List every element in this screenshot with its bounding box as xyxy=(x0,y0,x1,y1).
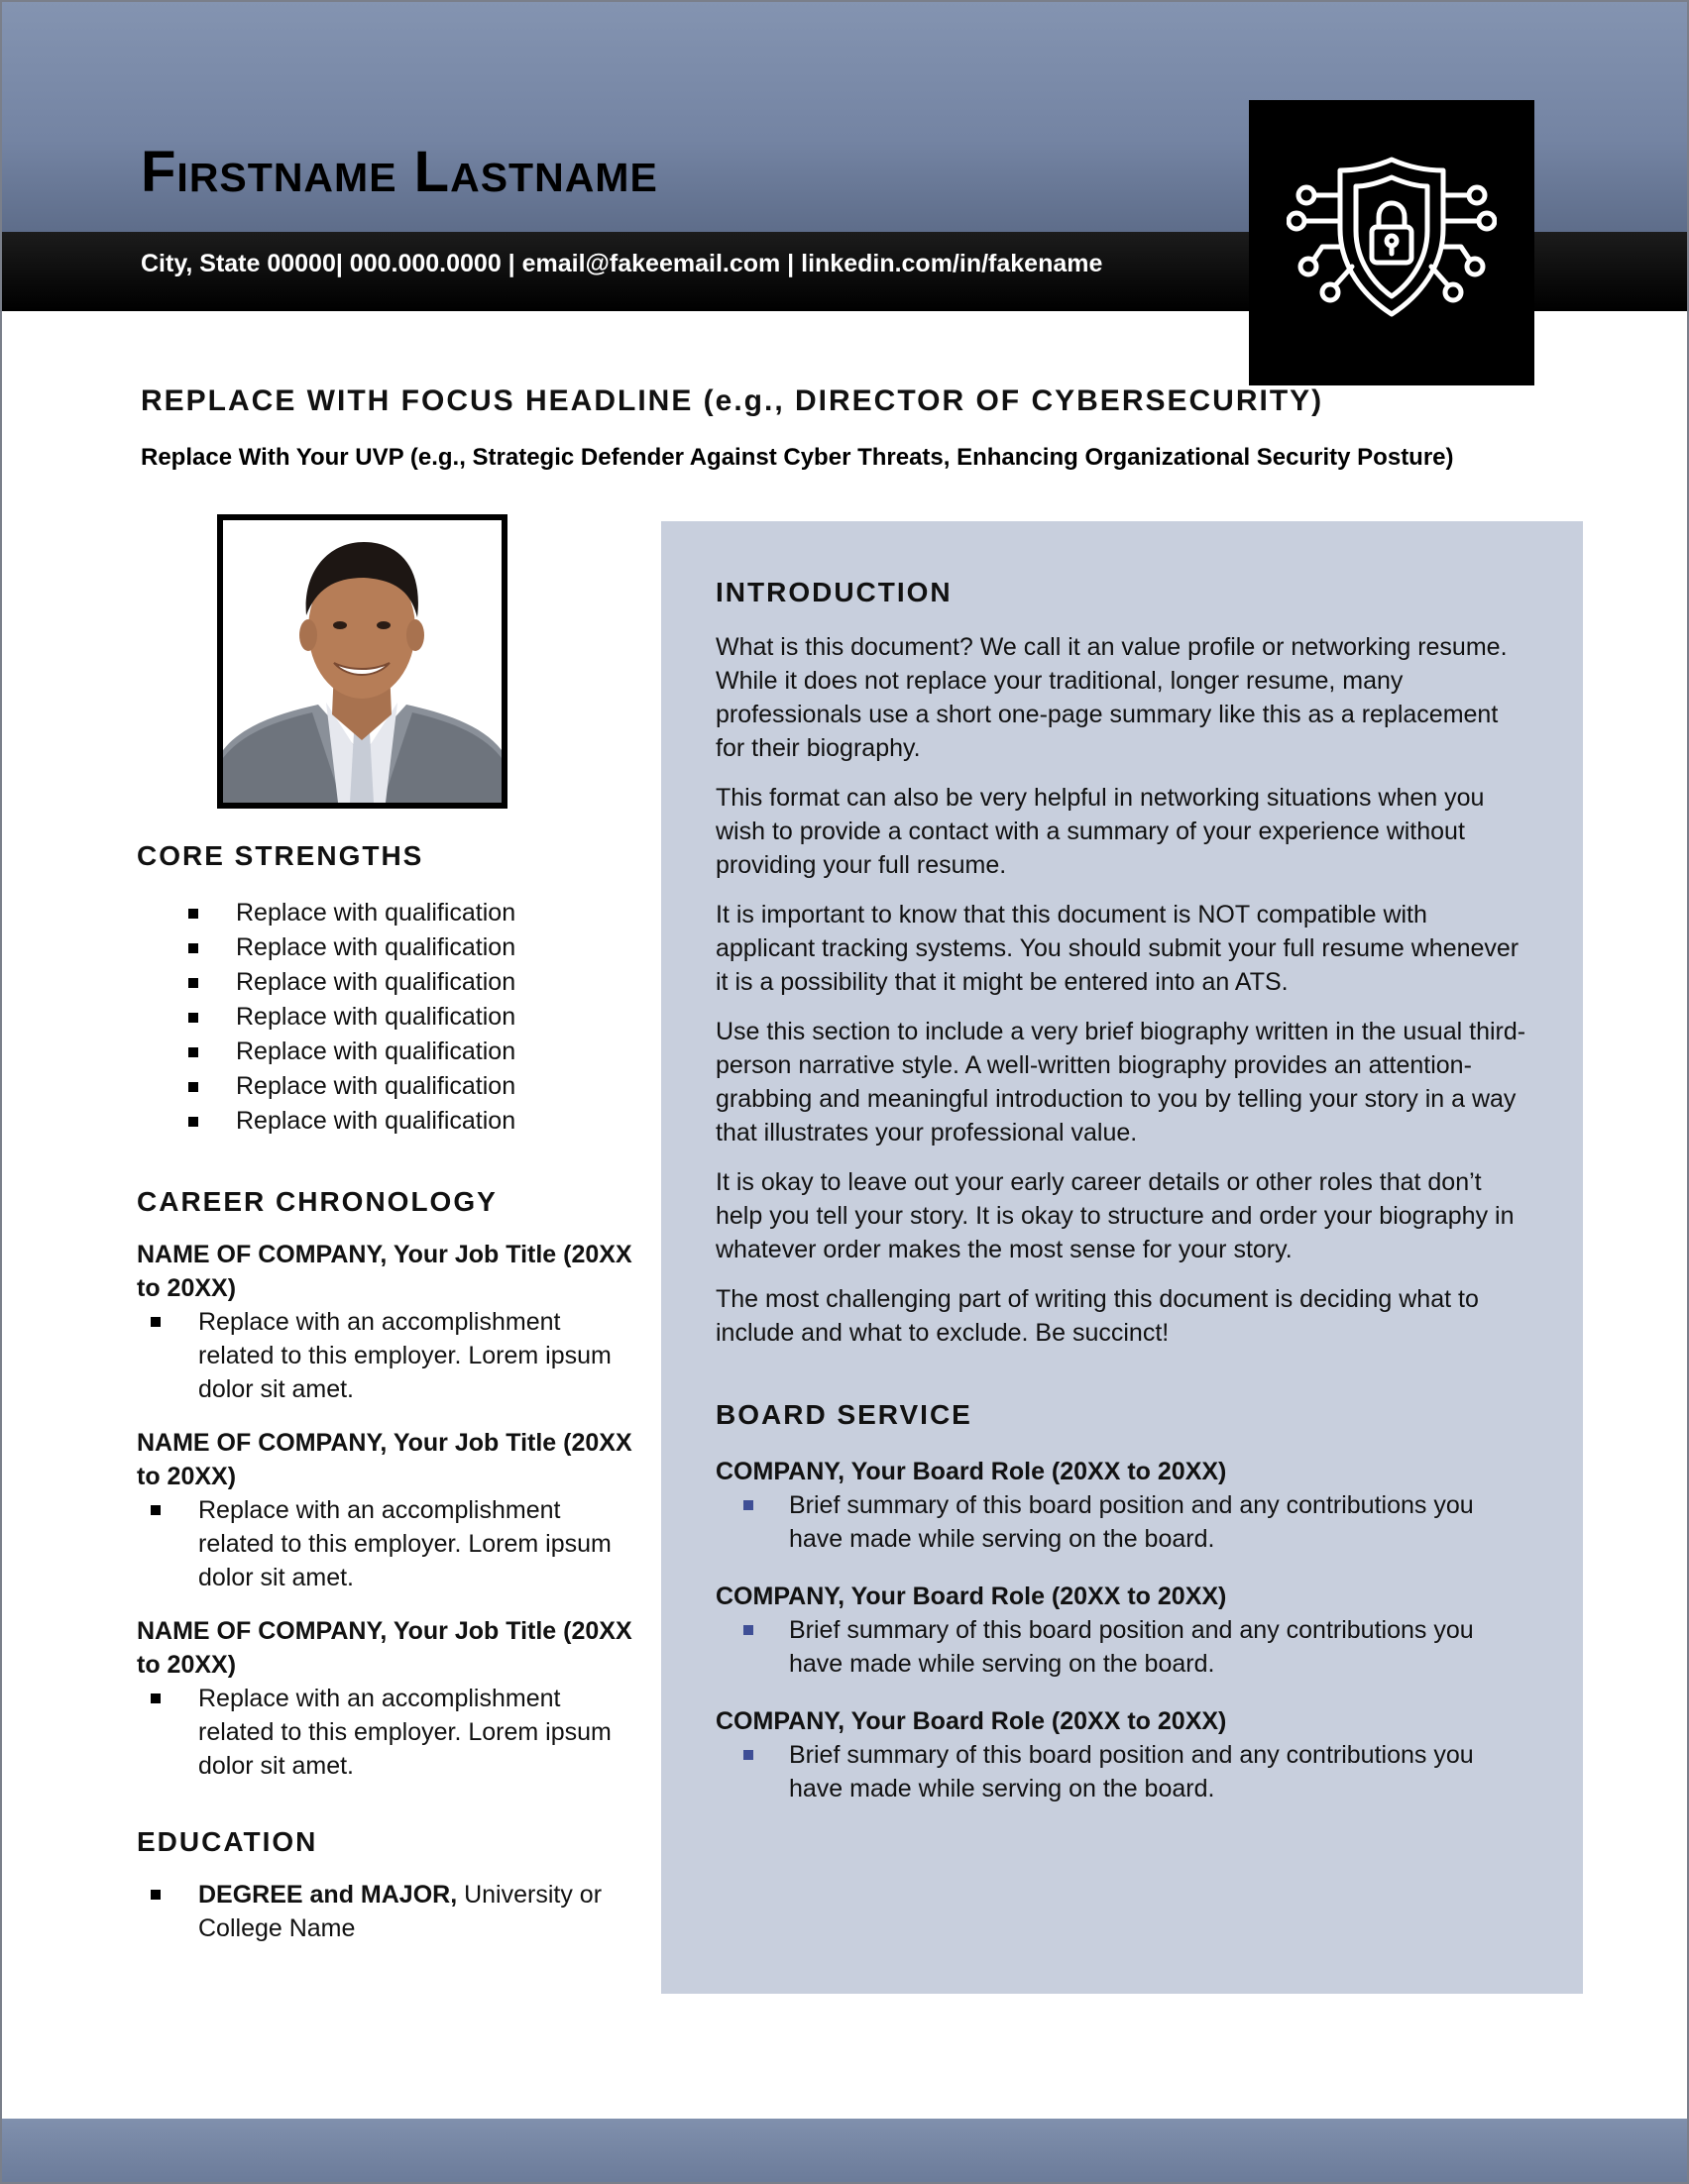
accomplishment: Replace with an accomplishment related to this employer. Lorem ipsum dolor sit amet. xyxy=(151,1493,632,1594)
candidate-name: Firstname Lastname xyxy=(141,140,658,204)
shield-lock-circuit-icon xyxy=(1287,138,1497,348)
intro-paragraph: Use this section to include a very brief biography written in the usual third-person narrative style. A well-written biography provides an attention-grabbing and meaningful introduction to you by telling your story in a way that illustrates your professional value. xyxy=(716,1018,1526,1147)
education-item xyxy=(151,1878,632,1945)
list-item: Replace with qualification xyxy=(188,1035,632,1069)
job-title: Your Job Title (20XX to 20XX) xyxy=(137,1241,632,1302)
intro-paragraph: What is this document? We call it an value profile or networking resume. While it does not replace your traditional, longer resume, many professionals use a short one-page summary like this as a replacement for their biography. xyxy=(716,633,1508,762)
board-summary: Brief summary of this board position and any contributions you have made while serving on the board. xyxy=(743,1488,1528,1556)
right-panel xyxy=(661,521,1583,1994)
job-entry xyxy=(137,1614,632,1783)
footer-band xyxy=(0,2119,1689,2184)
board-summary: Brief summary of this board position and any contributions you have made while serving on the board. xyxy=(743,1738,1528,1805)
education-section xyxy=(137,1826,632,1945)
intro-paragraph: It is important to know that this document is NOT compatible with applicant tracking systems. You should submit your full resume whenever it is a possibility that it might be entered into an ATS. xyxy=(716,901,1520,996)
job-heading xyxy=(137,1238,632,1305)
intro-paragraph: The most challenging part of writing this document is deciding what to include and what to exclude. Be succinct! xyxy=(716,1285,1479,1347)
job-title: Your Job Title (20XX to 20XX) xyxy=(137,1429,632,1490)
intro-paragraph: This format can also be very helpful in networking situations when you wish to provide a contact with a summary of your experience without providing your full resume. xyxy=(716,784,1485,879)
list-item: Replace with qualification xyxy=(188,930,632,965)
list-item: Replace with qualification xyxy=(188,896,632,930)
person-portrait-icon xyxy=(223,520,502,803)
core-strengths-title: CORE STRENGTHS xyxy=(137,840,424,871)
introduction-title: INTRODUCTION xyxy=(716,577,953,607)
introduction-section xyxy=(716,577,1528,1350)
uvp-statement: Replace With Your UVP (e.g., Strategic Defender Against Cyber Threats, Enhancing Organizational Security Posture) xyxy=(141,444,1454,471)
board-summary: Brief summary of this board position and any contributions you have made while serving on the board. xyxy=(743,1613,1528,1681)
career-chronology-title: CAREER CHRONOLOGY xyxy=(137,1186,498,1217)
board-service-title: BOARD SERVICE xyxy=(716,1399,972,1430)
list-item: Replace with qualification xyxy=(188,965,632,1000)
accomplishment: Replace with an accomplishment related to this employer. Lorem ipsum dolor sit amet. xyxy=(151,1682,632,1783)
job-entry xyxy=(137,1426,632,1594)
contact-info: City, State 00000| 000.000.0000 | email@fakeemail.com | linkedin.com/in/fakename xyxy=(141,250,1103,277)
company-name: NAME OF COMPANY, xyxy=(137,1617,388,1645)
left-column xyxy=(137,840,632,1945)
list-item: Replace with qualification xyxy=(188,1069,632,1104)
board-role: COMPANY, Your Board Role (20XX to 20XX) xyxy=(716,1707,1227,1735)
board-role: COMPANY, Your Board Role (20XX to 20XX) xyxy=(716,1458,1227,1485)
degree: DEGREE and MAJOR, xyxy=(198,1881,458,1909)
list-item: Replace with qualification xyxy=(188,1000,632,1035)
company-name: NAME OF COMPANY, xyxy=(137,1429,388,1457)
profile-photo xyxy=(217,514,507,809)
list-item: Replace with qualification xyxy=(188,1104,632,1139)
education-title: EDUCATION xyxy=(137,1826,318,1857)
job-title: Your Job Title (20XX to 20XX) xyxy=(137,1617,632,1679)
intro-paragraph: It is okay to leave out your early career details or other roles that don’t help you tell your story. It is okay to structure and order your biography in whatever order makes the most sense for your story. xyxy=(716,1168,1515,1263)
accomplishment: Replace with an accomplishment related to this employer. Lorem ipsum dolor sit amet. xyxy=(151,1305,632,1406)
job-heading xyxy=(137,1614,632,1682)
logo-box xyxy=(1249,100,1534,385)
job-heading xyxy=(137,1426,632,1493)
board-entry xyxy=(716,1704,1528,1805)
board-entry xyxy=(716,1455,1528,1556)
focus-headline: REPLACE WITH FOCUS HEADLINE (e.g., DIRECTOR OF CYBERSECURITY) xyxy=(141,384,1324,417)
board-service-section xyxy=(716,1399,1528,1805)
core-strengths-section xyxy=(137,840,632,1139)
company-name: NAME OF COMPANY, xyxy=(137,1241,388,1268)
board-entry xyxy=(716,1580,1528,1681)
core-strengths-list xyxy=(188,896,632,1139)
career-chronology-section xyxy=(137,1186,632,1783)
job-entry xyxy=(137,1238,632,1406)
school-name: University or College Name xyxy=(198,1881,603,1942)
board-role: COMPANY, Your Board Role (20XX to 20XX) xyxy=(716,1583,1227,1610)
